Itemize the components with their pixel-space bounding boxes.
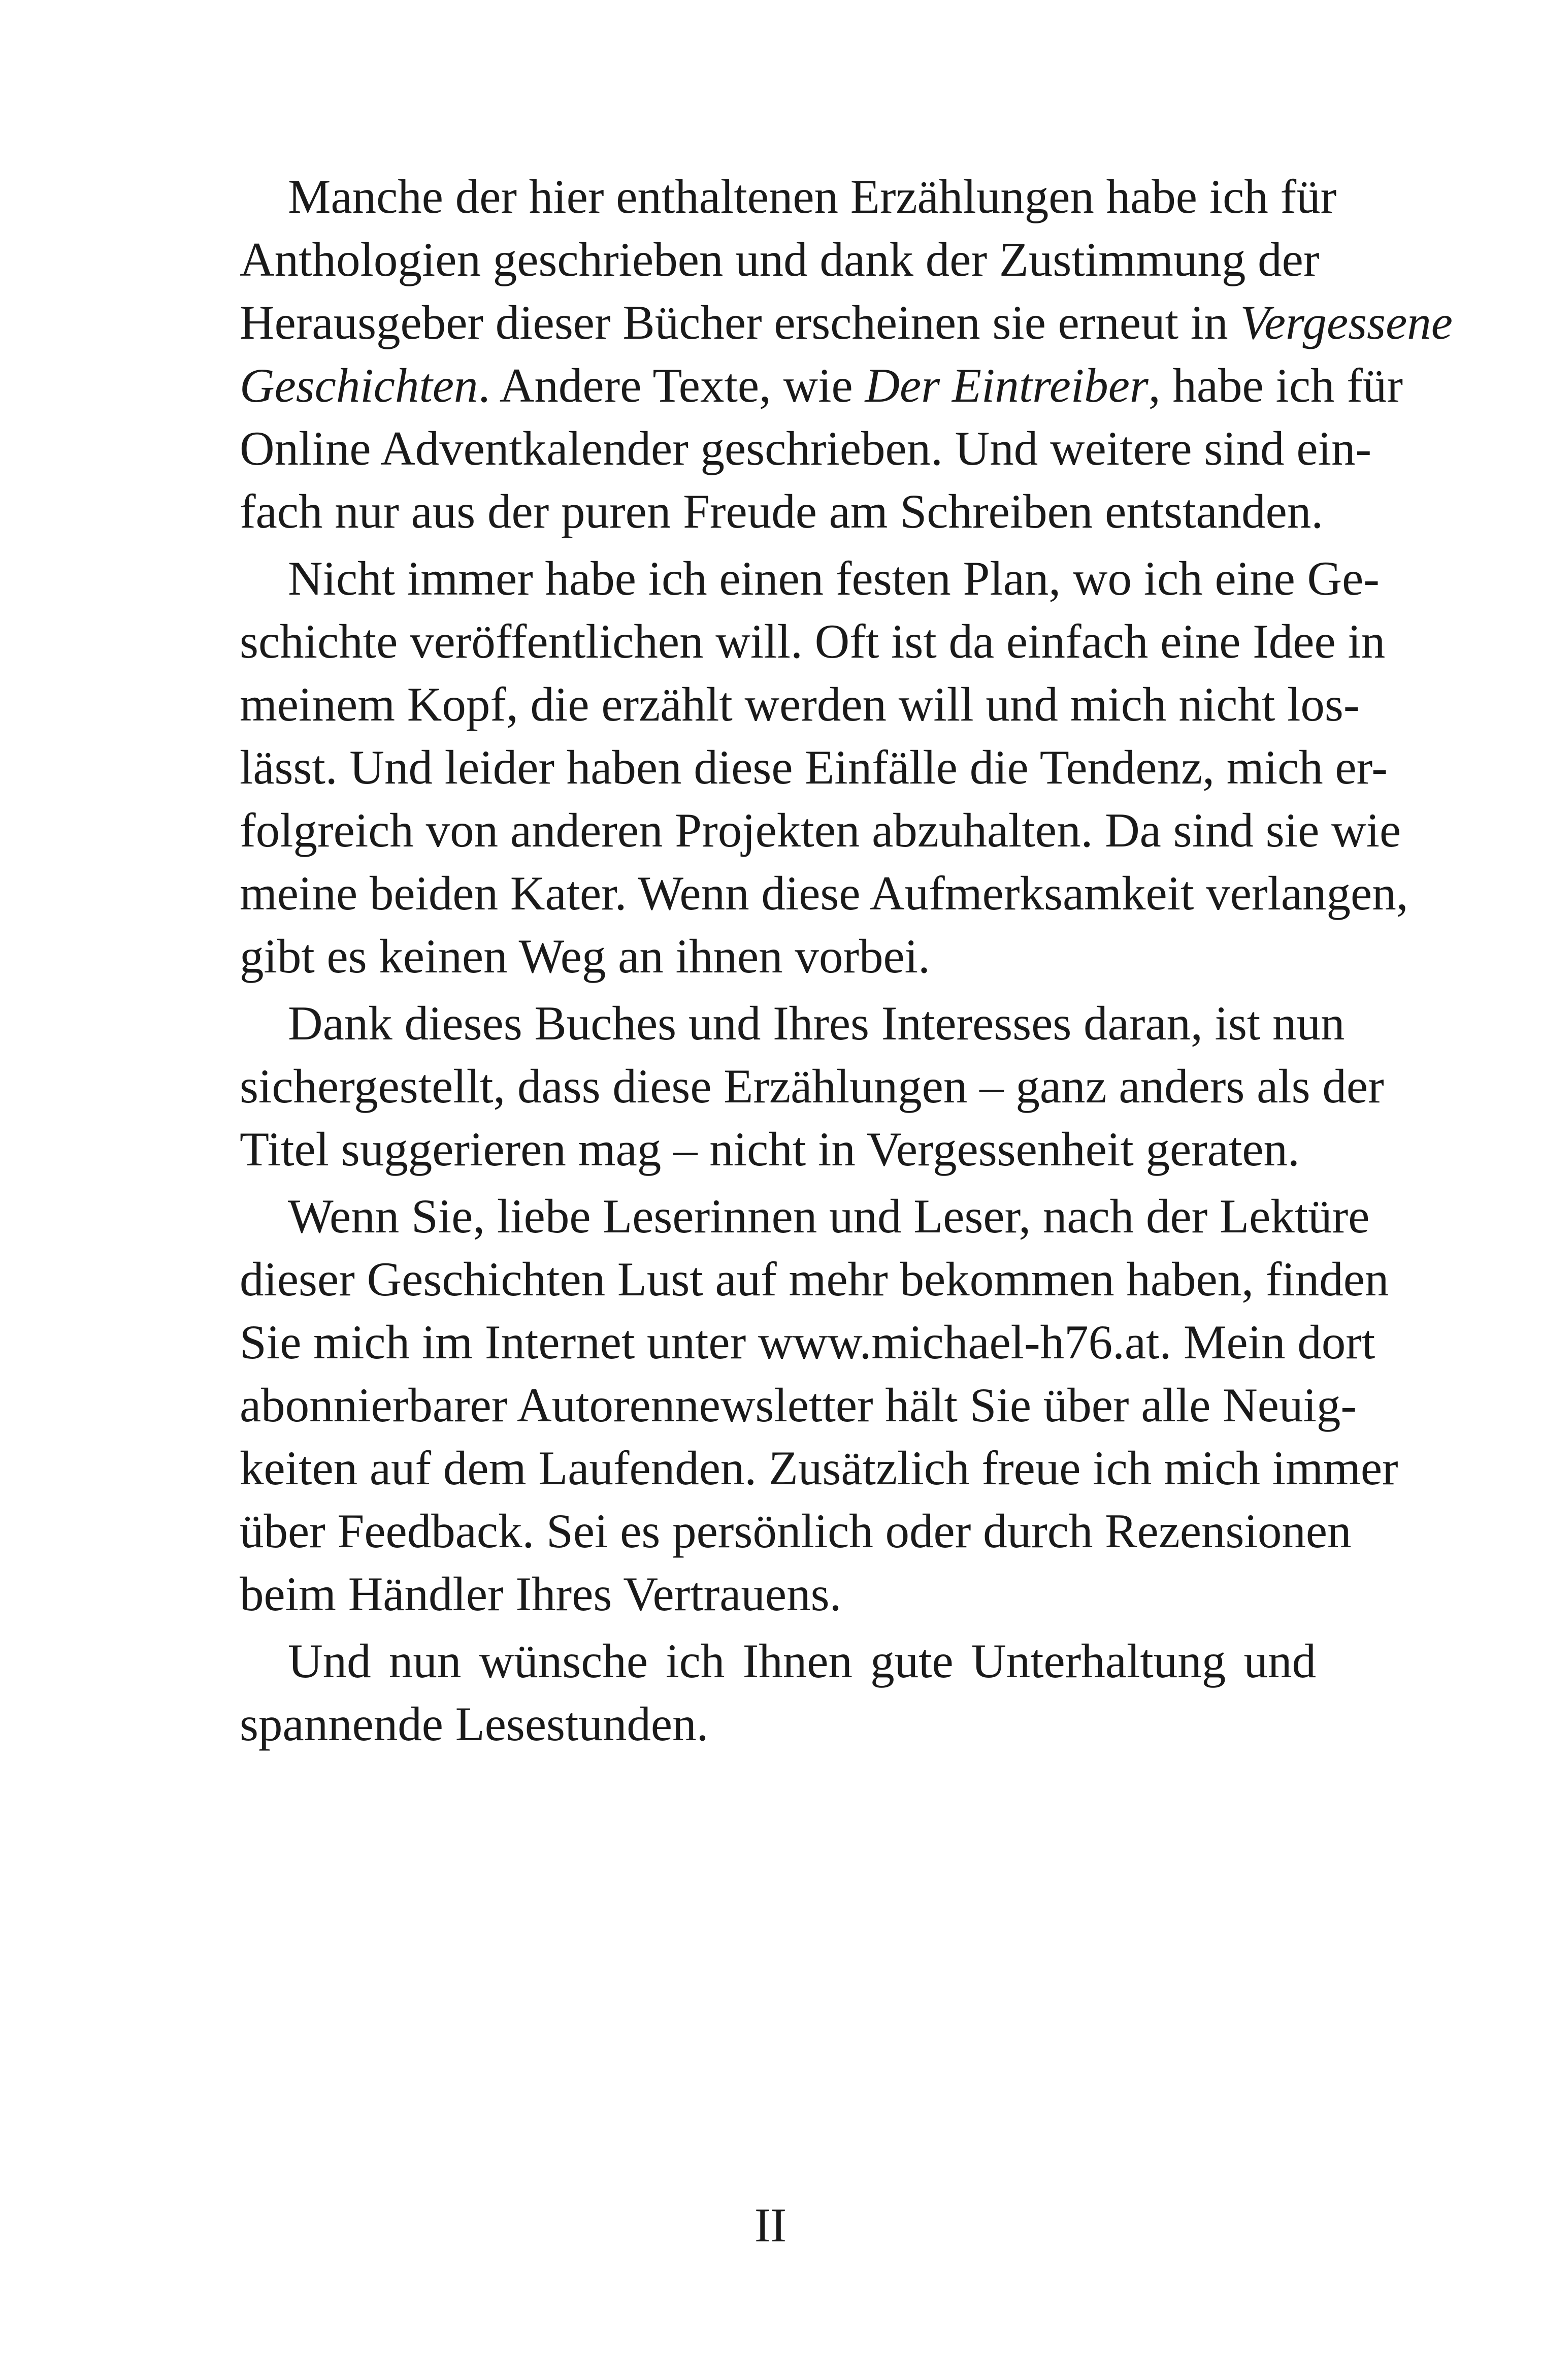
italic-title: Geschichten <box>240 358 478 412</box>
paragraph-3 <box>240 992 1384 1181</box>
text-line: über Feedback. Sei es persönlich oder durch Rezensionen <box>240 1504 1352 1558</box>
text-line: meine beiden Kater. Wenn diese Aufmerksamkeit verlangen, <box>240 866 1408 920</box>
text-line: Manche der hier enthaltenen Erzählungen habe ich für <box>288 170 1337 223</box>
text-line: sichergestellt, dass diese Erzählungen – ganz anders als der <box>240 1059 1384 1113</box>
text-line: meinem Kopf, die erzählt werden will und mich nicht los- <box>240 677 1360 731</box>
text-line: gibt es keinen Weg an ihnen vorbei. <box>240 929 930 983</box>
text-line <box>240 354 1403 417</box>
text-line: Nicht immer habe ich einen festen Plan, wo ich eine Ge- <box>288 551 1380 605</box>
text-segment: , habe ich für <box>1148 358 1403 412</box>
text-line: folgreich von anderen Projekten abzuhalten. Da sind sie wie <box>240 803 1401 857</box>
italic-title: Der Eintreiber <box>865 358 1149 412</box>
page-number: II <box>754 2198 787 2252</box>
italic-title: Vergessene <box>1240 296 1453 349</box>
text-line <box>240 291 1453 354</box>
paragraph-1 <box>240 165 1453 543</box>
paragraph-2 <box>240 547 1408 988</box>
body-text <box>240 165 1453 1755</box>
text-line: Sie mich im Internet unter www.michael-h76.at. Mein dort <box>240 1315 1375 1369</box>
text-line: Wenn Sie, liebe Leserinnen und Leser, nach der Lektüre <box>288 1189 1370 1243</box>
text-segment: Herausgeber dieser Bücher erscheinen sie erneut in <box>240 296 1240 349</box>
text-line: schichte veröffentlichen will. Oft ist da einfach eine Idee in <box>240 614 1386 668</box>
text-line: dieser Geschichten Lust auf mehr bekommen haben, finden <box>240 1252 1389 1306</box>
text-line: fach nur aus der puren Freude am Schreiben entstanden. <box>240 484 1324 538</box>
text-segment: . Andere Texte, wie <box>478 358 865 412</box>
text-line: Titel suggerieren mag – nicht in Vergessenheit geraten. <box>240 1122 1300 1176</box>
text-line: abonnierbarer Autorennewsletter hält Sie über alle Neuig- <box>240 1378 1357 1432</box>
text-line: spannende Lesestunden. <box>240 1697 709 1751</box>
text-line: Anthologien geschrieben und dank der Zustimmung der <box>240 233 1320 286</box>
text-line: Dank dieses Buches und Ihres Interesses daran, ist nun <box>288 996 1345 1050</box>
text-line: lässt. Und leider haben diese Einfälle die Tendenz, mich er- <box>240 740 1388 794</box>
text-line: keiten auf dem Laufenden. Zusätzlich freue ich mich immer <box>240 1441 1398 1495</box>
text-line: Und nun wünsche ich Ihnen gute Unterhaltung und <box>288 1634 1316 1688</box>
paragraph-5 <box>240 1629 1316 1755</box>
text-line: beim Händler Ihres Vertrauens. <box>240 1567 842 1621</box>
text-line: Online Adventkalender geschrieben. Und weitere sind ein- <box>240 421 1372 475</box>
paragraph-4 <box>240 1185 1398 1625</box>
